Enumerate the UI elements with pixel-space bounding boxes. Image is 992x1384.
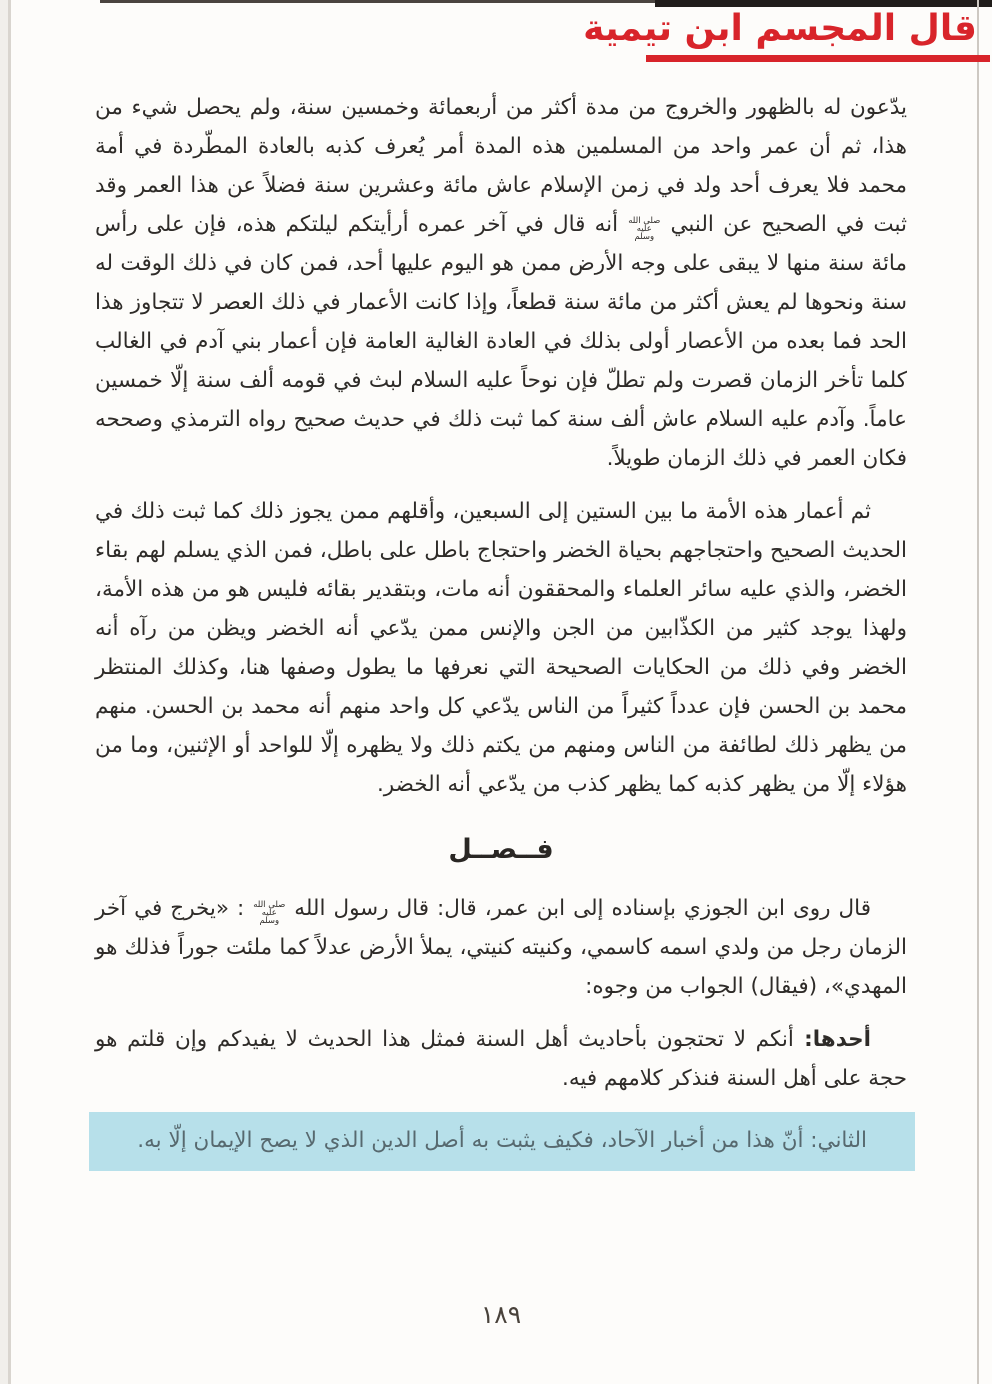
title-underline xyxy=(646,55,990,62)
scan-edge-right-line xyxy=(977,0,979,1384)
paragraph xyxy=(95,1020,907,1098)
text-segment: أحدها: xyxy=(793,1027,871,1052)
text-segment: أنكم لا تحتجون بأحاديث أهل السنة فمثل هذا الحديث لا يفيدكم وإن قلتم هو حجة على أهل السنة فنذكر كلامهم فيه. xyxy=(95,1027,907,1091)
paragraph xyxy=(95,889,907,1006)
paragraph xyxy=(95,492,907,804)
page-number: ١٨٩ xyxy=(480,1300,522,1329)
text-segment: : «يخرج في آخر الزمان رجل من ولدي اسمه كاسمي، وكنيته كنيتي، يملأ الأرض عدلاً كما ملئت جوراً فذلك هو المهدي»، (فيقال) الجواب من وجوه: xyxy=(95,896,907,999)
text-segment: ثم أعمار هذه الأمة ما بين الستين إلى السبعين، وأقلهم ممن يجوز ذلك كما ثبت ذلك في الحديث الصحيح واحتجاجهم بحياة الخضر واحتجاج باطل على باطل، فمن الذي يسلم لهم بقاء الخضر، والذي عليه سائر العلماء والمحققون أنه مات، وبتقدير بقائه فليس هو من هذه الأمة، ولهذا يوجد كثير من الكذّابين من الجن والإنس ممن يدّعي أنه الخضر ويظن من رآه أنه الخضر وفي ذلك من الحكايات الصحيحة التي نعرفها ما يطول وصفها هنا، وكذلك المنتظر محمد بن الحسن فإن عدداً كثيراً من الناس يدّعي كل واحد منهم أنه محمد بن الحسن. منهم من يظهر ذلك لطائفة من الناس ومنهم من يكتم ذلك ولا يظهره إلّا للواحد أو الإثنين، وما من هؤلاء إلّا من يظهر كذبه كما يظهر كذب من يدّعي أنه الخضر. xyxy=(95,499,907,797)
pbuh-symbol: صلى الله عليه وسلم xyxy=(628,216,661,242)
text-segment: الثاني: أنّ هذا من أخبار الآحاد، فكيف يثبت به أصل الدين الذي لا يصح الإيمان إلّا به. xyxy=(137,1128,867,1153)
highlighted-paragraph xyxy=(89,1112,915,1171)
text-segment: أنه قال في آخر عمره أرأيتكم ليلتكم هذه، فإن على رأس مائة سنة منها لا يبقى على وجه الأرض ممن هو اليوم عليها أحد، فمن كان في ذلك الوقت له سنة ونحوها لم يعش أكثر من مائة سنة قطعاً، وإذا كانت الأعمار في ذلك العصر لا تتجاوز هذا الحد فما بعده من الأعصار أولى بذلك في العادة الغالية العامة فإن أعمار بني آدم في الغالب كلما تأخر الزمان قصرت ولم تطلّ فإن نوحاً عليه السلام لبث في قومه ألف سنة إلّا خمسين عاماً. وآدم عليه السلام عاش ألف سنة كما ثبت ذلك في حديث صحيح رواه الترمذي وصححه فكان العمر في ذلك الزمان طويلاً. xyxy=(95,212,907,471)
text-segment: قال روى ابن الجوزي بإسناده إلى ابن عمر، قال: قال رسول الله xyxy=(286,896,871,921)
pbuh-symbol: صلى الله عليه وسلم xyxy=(253,900,286,926)
scan-edge-left-line xyxy=(8,0,11,1384)
scan-edge-left-strip xyxy=(0,0,8,1384)
page-title: قال المجسم ابن تيمية xyxy=(583,8,977,49)
title-block xyxy=(583,5,977,53)
page-body xyxy=(95,88,907,1171)
paragraph xyxy=(95,88,907,478)
section-heading: فــصــل xyxy=(448,834,554,865)
text-segment: يدّعون له بالظهور والخروج من مدة أكثر من أربعمائة وخمسين سنة، ولم يحصل شيء من هذا، ثم أن عمر واحد من المسلمين هذه المدة أمر يُعرف كذبه بالعادة المطّردة في أمة محمد فلا يعرف أحد ولد في زمن الإسلام عاش مائة وعشرين سنة فضلاً عن هذا العمر وقد ثبت في الصحيح عن النبي xyxy=(95,95,908,237)
